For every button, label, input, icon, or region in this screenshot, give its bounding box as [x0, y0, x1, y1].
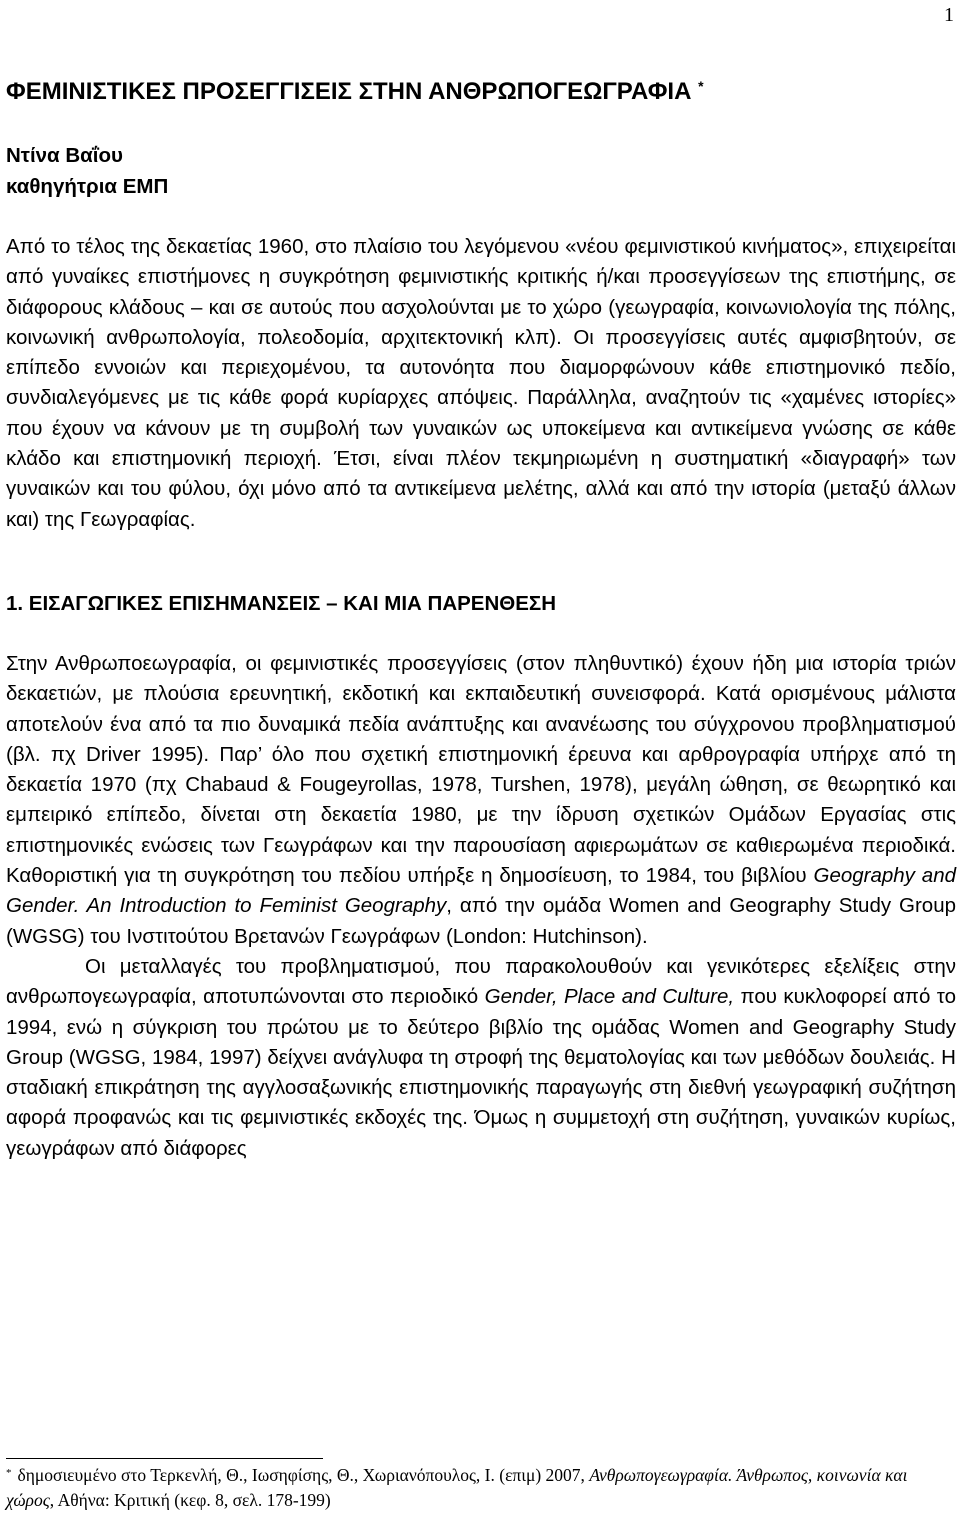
paragraph-text: , από την ομάδα Women and Geography Study Group (WGSG) του Ινστιτούτου Βρετανών Γεωγράφων (London: Hutchinson).	[6, 894, 956, 948]
intro-paragraph: Από το τέλος της δεκαετίας 1960, στο πλαίσιο του λεγόμενου «νέου φεμινιστικού κινήματος», επιχειρείται από γυναίκες επιστήμονες η συγκρότηση φεμινιστικής κριτικής ή/και προσεγγίσεων της επιστήμης, σε διάφορους κλάδους – και σε αυτούς που ασχολούνται με το χώρο (γεωγραφία, κοινωνιολογία της πόλης, κοινωνική ανθρωπολογία, πολεοδομία, αρχιτεκτονική κλπ). Οι προσεγγίσεις αυτές αμφισβητούν, σε επίπεδο εννοιών και περιεχομένου, τα αυτονόητα που διαμορφώνουν κάθε επιστημονικό πεδίο, συνδιαλεγόμενες με τις κάθε φορά κυρίαρχες απόψεις. Παράλληλα, αναζητούν τις «χαμένες ιστορίες» που έχουν να κάνουν με τη συμβολή των γυναικών ως υποκείμενα και αντικείμενα γνώσης σε κάθε κλάδο και επιστημονική περιοχή. Έτσι, είναι πλέον τεκμηριωμένη η συστηματική «διαγραφή» των γυναικών και του φύλου, όχι μόνο από τα αντικείμενα μελέτης, αλλά και από την ιστορία (μεταξύ άλλων και) της Γεωγραφίας.	[6, 235, 956, 531]
paragraph-text: Στην Ανθρωποεωγραφία, οι φεμινιστικές προσεγγίσεις (στον πληθυντικό) έχουν ήδη μια ιστορία τριών δεκαετιών, με πλούσια ερευνητική, εκδοτική και εκπαιδευτική συνεισφορά. Κατά ορισμένους μάλιστα αποτελούν ένα από τα πιο δυναμικά πεδία ανάπτυξης και ανανέωσης του σύγχρονου προβληματισμού (βλ. πχ Driver 1995). Παρ’ όλο που σχετική επιστημονική έρευνα και αρθρογραφία υπήρχε από τη δεκαετία 1970 (πχ Chabaud & Fougeyrollas, 1978, Turshen, 1978), μεγάλη ώθηση, σε θεωρητικό και εμπειρικό επίπεδο, δίνεται στη δεκαετία 1980, με την ίδρυση σχετικών Ομάδων Εργασίας στις επιστημονικές ενώσεις των Γεωγράφων και την παρουσίαση αφιερωμάτων σε καθιερωμένα περιοδικά. Καθοριστική για τη συγκρότηση του πεδίου υπήρξε η δημοσίευση, το 1984, του βιβλίου	[6, 651, 956, 888]
footnote-separator	[6, 1458, 323, 1459]
journal-title: Gender, Place and Culture,	[484, 985, 735, 1009]
section-paragraph-2	[6, 952, 956, 1164]
footnote-text: , Αθήνα: Κριτική (κεφ. 8, σελ. 178-199)	[49, 1490, 331, 1510]
author-block	[6, 140, 956, 202]
page-title	[6, 76, 956, 108]
author-role: καθηγήτρια ΕΜΠ	[6, 175, 169, 198]
footnote	[6, 1463, 956, 1513]
footnote-book-title: Ανθρωπογεωγραφία. Άνθρωπος, κοινωνία και χώρος	[6, 1465, 908, 1510]
document-body	[6, 76, 956, 1164]
paragraph-text: Οι μεταλλαγές του προβληματισμού, που παρακολουθούν και γενικότερες εξελίξεις στην ανθρωπογεωγραφία, αποτυπώνονται στο περιοδικό	[6, 954, 956, 1009]
section-paragraph-1	[6, 649, 956, 952]
paragraph-text: που κυκλοφορεί από το 1994, ενώ η σύγκριση του πρώτου με το δεύτερο βιβλίο της ομάδας Women and Geography Study Group (WGSG, 1984, 1997) δείχνει ανάγλυφα τη στροφή της θεματολογίας και των μεθόδων δουλειάς. Η σταδιακή επικράτηση της αγγλοσαξωνικής επιστημονικής παραγωγής στη διεθνή γεωγραφική συζήτηση αφορά προφανώς και τις φεμινιστικές εκδοχές της. Όμως η συμμετοχή στη συζήτηση, γυναικών κυρίως, γεωγράφων από διάφορες	[6, 985, 956, 1160]
footnote-text: δημοσιευμένο στο Τερκενλή, Θ., Ιωσηφίσης, Θ., Χωριανόπουλος, Ι. (επιμ) 2007,	[17, 1465, 590, 1485]
author-name: Ντίνα Βαΐου	[6, 144, 123, 167]
title-text: ΦΕΜΙΝΙΣΤΙΚΕΣ ΠΡΟΣΕΓΓΙΣΕΙΣ ΣΤΗΝ ΑΝΘΡΩΠΟΓΕΩΓΡΑΦΙΑ	[6, 78, 692, 105]
footnote-marker: *	[6, 1467, 12, 1479]
book-title: Geography and Gender. An Introduction to Feminist Geography	[6, 864, 956, 918]
title-footnote-marker: *	[698, 78, 704, 94]
page-number: 1	[944, 4, 954, 26]
section-heading: 1. ΕΙΣΑΓΩΓΙΚΕΣ ΕΠΙΣΗΜΑΝΣΕΙΣ – ΚΑΙ ΜΙΑ ΠΑΡΕΝΘΕΣΗ	[6, 591, 557, 615]
